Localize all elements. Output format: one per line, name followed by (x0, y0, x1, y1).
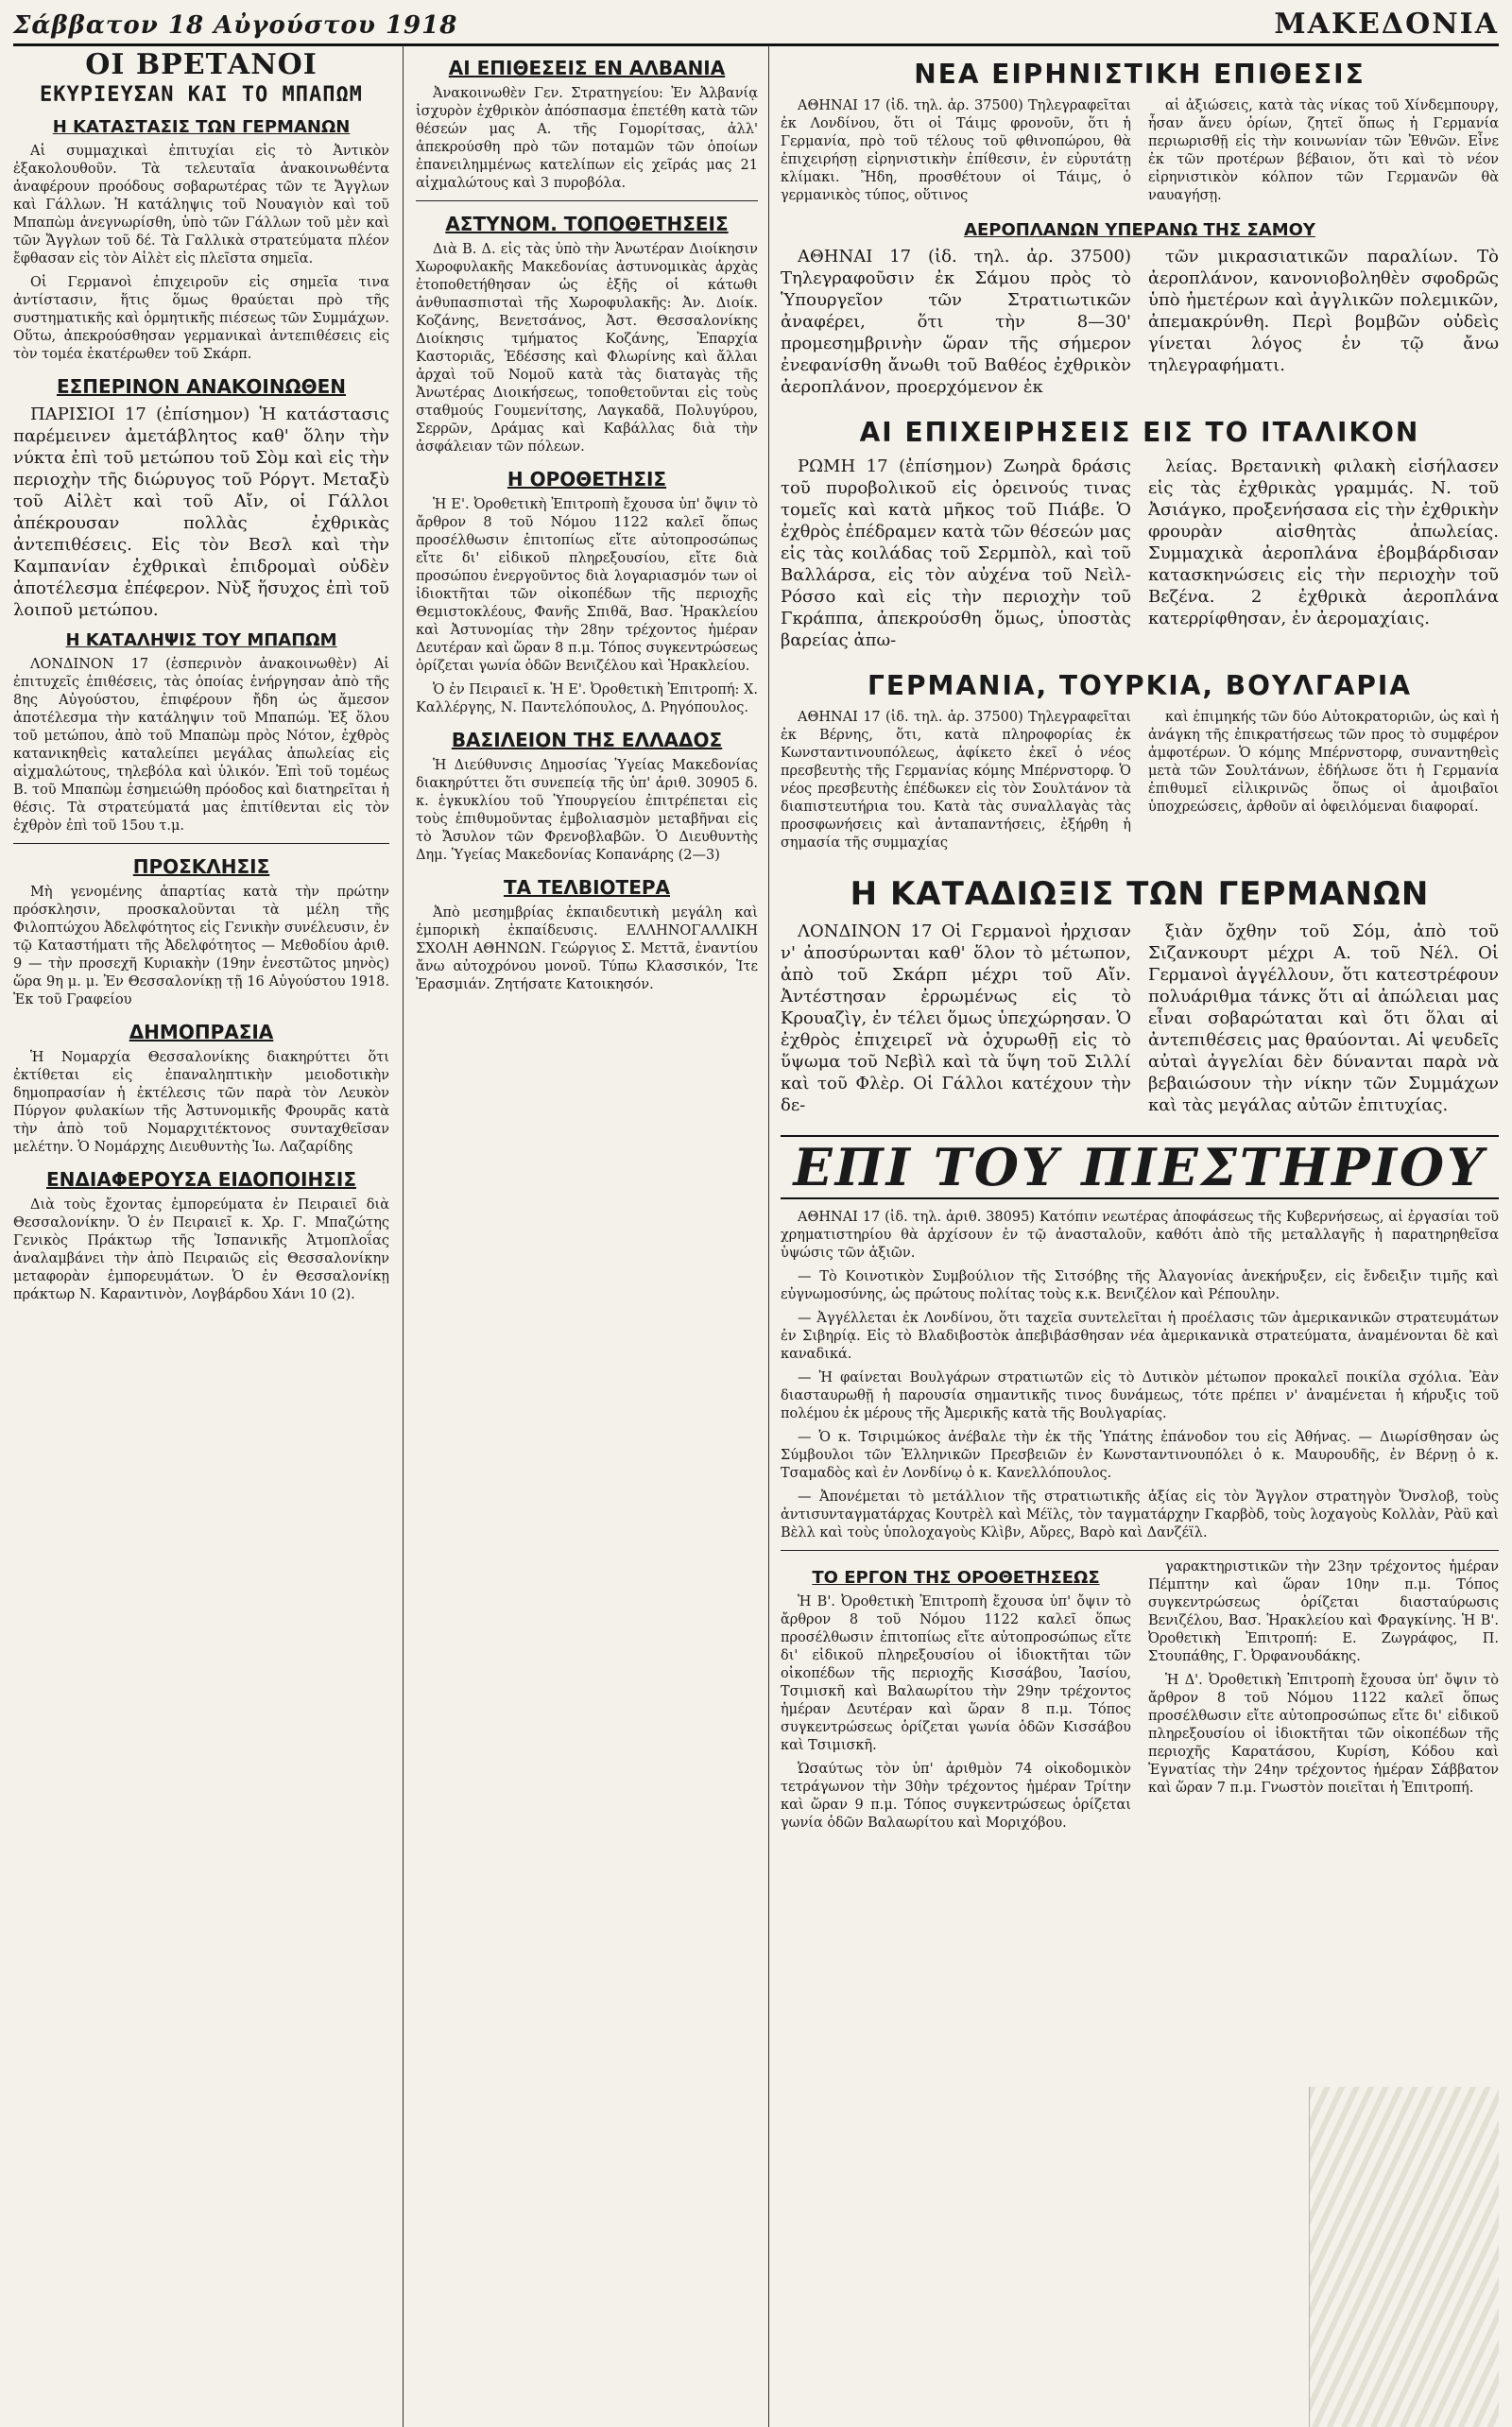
article-paragraph: καὶ ἐπιμηκής τῶν δύο Αὐτοκρατοριῶν, ὡς καὶ ἡ ἀνάγκη τῆς ἐπικρατήσεως τῶν προς τὸ συμφέρον ἀμφοτέρων. Ὁ κόμης Μπέρνστορφ, συναντηθεὶς μετὰ τῶν Σουλτάνων, ἐδήλωσε ὅτι ἡ Γερμανία ἐπιθυμεῖ εἰλικρινῶς ὅπως οἱ ἀμοιβαῖοι ὑποχρεώσεις, ἀρθοῦν αἱ ὀφειλόμεναι διαφοραί. (1148, 710, 1499, 815)
two-column-block (781, 246, 1499, 404)
article-paragraph: τῶν μικρασιατικῶν παραλίων. Τὸ ἀεροπλάνον, κανονιοβοληθὲν σφοδρῶς ὑπὸ ἡμετέρων καὶ ἀγγλικῶν πολεμικῶν, ἀπεμακρύνθη. Περὶ βομβῶν οὐδεὶς γίνεται λόγος ἐν τῷ ἄνω τηλεγραφήματι. (1148, 247, 1499, 375)
article-paragraph: ΑΘΗΝΑΙ 17 (ἰδ. τηλ. ἀρ. 37500) Τηλεγραφεῖται ἐκ Βέρνης, ὅτι, κατὰ πληροφορίας ἐκ Κωνσταντινουπόλεως, ἀφίκετο ἐκεῖ ὁ νέος πρεσβευτὴς τῆς Γερμανίας κόμης Μπέρνστορφ. Ὁ νέος πρεσβευτὴς ἐπέδωκεν εἰς τὸν Σουλτάνον τὰ διαπιστευτήρια του. Κατὰ τὰς συναλλαγὰς τὰς προσφωνήσεις καὶ ἀνταπαντήσεις, ἐξήρθη ἡ σημασία τῆς συμμαχίας (781, 710, 1131, 851)
article-paragraph: Ἡ Ε'. Ὀροθετικὴ Ἐπιτροπὴ ἔχουσα ὑπ' ὄψιν τὸ ἄρθρον 8 τοῦ Νόμου 1122 καλεῖ ὅπως προσέλθωσιν ἐπιτοπίως εἴτε αὐτοπροσώπως εἴτε δι' εἰδικοῦ πληρεξουσίου, εἴτε διὰ προσώπου ἐνεργοῦντος διὰ λογαριασμόν των οἱ ἰδιοκτῆται τῶν οἰκοπέδων τῆς περιοχῆς Θεμιστοκλέους, Φανῆς Σπιθᾶ, Βασ. Ἡρακλείου καὶ Ἀστυνομίας τὴν 28ην τρέχοντος ἡμέραν Δευτέραν καὶ ὥραν 8 π.μ. Τόπος συγκεντρώσεως ὁρίζεται γωνία ὁδῶν Βενιζέλου καὶ Ἡρακλείου. (416, 497, 758, 674)
section-latest: ΤΑ ΤΕΛΒΙΟΤΕΡΑ (504, 876, 670, 899)
columns (13, 45, 1499, 2427)
article-paragraph: ΑΘΗΝΑΙ 17 (ἰδ. τηλ. ἀρ. 37500) Τηλεγραφεῖται ἐκ Λονδίνου, ὅτι οἱ Τάιμς φρονοῦν, ὅτι ἡ Γερμανία, πρὸ τοῦ τέλους τοῦ φθινοπώρου, θὰ ἐπιχειρήσῃ εἰρηνιστικὴν ἐπίθεσιν, ἐν εὐρυτάτῃ κλίμακι. Ἤδη, προσθέτουν οἱ Τάιμς, ὁ γερμανικὸς τύπος, οὕτινος (781, 98, 1131, 203)
two-column-block (781, 709, 1499, 858)
article-paragraph: Οἱ Γερμανοὶ ἐπιχειροῦν εἰς σημεῖα τινα ἀντίστασιν, ἥτις ὅμως θραύεται πρὸ τῆς συστηματικῆς καὶ ὁρμητικῆς πιέσεως τῶν Συμμάχων. Οὕτω, ἀπεκρούσθησαν γερμανικαὶ ἀντεπιθέσεις εἰς τὸν τομέα ἑκατέρωθεν τοῦ Σκάρπ. (13, 275, 389, 362)
column-divider (768, 45, 769, 2427)
notice-paragraph: Ἡ Νομαρχία Θεσσαλονίκης διακηρύττει ὅτι ἐκτίθεται εἰς ἐπαναληπτικὴν μειοδοτικὴν δημοπρασίαν ἡ ἐκτέλεσις τῶν παρὰ τὸν Λευκὸν Πύργον φυλακίων τῆς Ἀστυνομικῆς Φρουρᾶς κατὰ τὴν ἀπὸ τοῦ Νομαρχιτέκτονος συνταχθεῖσαν μελέτην. Ὁ Νομάρχης Διευθυντὴς Ἰω. Λαζαρίδης (13, 1050, 389, 1155)
column-divider (403, 45, 404, 2427)
section-germany-turkey-bulgaria: ΓΕΡΜΑΝΙΑ, ΤΟΥΡΚΙΑ, ΒΟΥΛΓΑΡΙΑ (867, 670, 1412, 701)
article-paragraph: Ἡ Διεύθυνσις Δημοσίας Ὑγείας Μακεδονίας διακηρύττει ὅτι συνεπείᾳ τῆς ὑπ' ἀριθ. 30905 δ. κ. ἐγκυκλίου τοῦ Ὑπουργείου ἐπιτρέπεται εἰς τοὺς ἐπιθυμοῦντας ἐμβολιασμὸν μεταβῆναι εἰς τὸ Ἄσυλον τῶν Φρενοβλαβῶν. Ὁ Διευθυντὴς Δημ. Ὑγείας Μακεδονίας Κοπανάρης (2—3) (416, 758, 758, 863)
article-paragraph: Ἀνακοινωθὲν Γεν. Στρατηγείου: Ἐν Ἀλβανίᾳ ἰσχυρὸν ἐχθρικὸν ἀπόσπασμα ἐπετέθη κατὰ τῶν θέσεών μας Α. τῆς Γομορίτσας, ἀλλ' ἀπεκρούσθη πρὸ τῶν ποταμῶν τῶν ὁποίων ἐπανειλημμένως κατελίπων εἰς χεῖράς μας 21 αἰχμαλώτους καὶ 3 πυροβόλα. (416, 86, 758, 191)
two-column-block (781, 97, 1499, 211)
article-paragraph: ΑΘΗΝΑΙ 17 (ἰδ. τηλ. ἀρ. 37500) Τηλεγραφοῦσιν ἐκ Σάμου πρὸς τὸ Ὑπουργεῖον τῶν Στρατιωτικῶν ἀναφέρει, ὅτι τὴν 8—30' προμεσημβρινὴν ὥραν τῆς σήμερον ἐνεφανίσθη ἄνωθι τοῦ Βαθέος ἐχθρικὸν ἀεροπλάνον, προερχόμενον ἐκ (781, 247, 1131, 397)
headline-british: ΟΙ ΒΡΕΤΑΝΟΙ (85, 48, 318, 81)
two-column-block (781, 1558, 1499, 1838)
two-column-block (781, 456, 1499, 657)
section-peace-offensive: ΝΕΑ ΕΙΡΗΝΙΣΤΙΚΗ ΕΠΙΘΕΣΙΣ (914, 59, 1366, 90)
masthead (13, 8, 1499, 46)
news-item: — Ἀγγέλλεται ἐκ Λονδίνου, ὅτι ταχεῖα συντελεῖται ἡ προέλασις τῶν ἀμερικανικῶν στρατευμάτων ἐν Σιβηρίᾳ. Εἰς τὸ Βλαδιβοστὸκ ἀπεβιβάσθησαν νέα ἀμερικανικὰ στρατεύματα, ἀναμένονται δὲ καὶ καναδικά. (781, 1311, 1499, 1362)
section-evening-communique: ΕΣΠΕΡΙΝΟΝ ΑΝΑΚΟΙΝΩΘΕΝ (56, 375, 347, 398)
article-paragraph: Αἱ συμμαχικαὶ ἐπιτυχίαι εἰς τὸ Ἀντικὸν ἐξακολουθοῦν. Τὰ τελευταῖα ἀνακοινωθέντα ἀναφέρουν προόδους σοβαρωτέρας τῶν τε Ἄγγλων καὶ Γάλλων. Ἡ κατάληψις τοῦ Νουαγιὸν καὶ τοῦ Μπαπὼμ ἀνεγνωρίσθη, ὑπὸ τῶν Γάλλων τοῦ μὲν καὶ τῶν Ἄγγλων τοῦ δέ. Τὰ Γαλλικὰ στρατεύματα πλέον ἔφθασαν εἰς τὸν Αἰλὲτ εἰς πλεῖστα σημεῖα. (13, 144, 389, 267)
article-paragraph: ΛΟΝΔΙΝΟΝ 17 Οἱ Γερμανοὶ ἠρχισαν ν' ἀποσύρωνται καθ' ὅλον τὸ μέτωπον, ἀπὸ τοῦ Σκάρπ μέχρι τοῦ Αἴν. Ἀντέστησαν ἐρρωμένως εἰς τὸ Κρουαζὶγ, ἐν τέλει ὅμως ὑπεχώρησαν. Ὁ ἐχθρὸς ἐπιχειρεῖ νὰ ὀχυρωθῇ εἰς τὸ ὕψωμα τοῦ Νεβὶλ καὶ τὰ ὕψη τοῦ Σιλλί καὶ τοῦ Φλὲρ. Οἱ Γάλλοι κατέχουν τὴν δε- (781, 921, 1131, 1115)
torn-paper-stamp (1309, 2087, 1499, 2427)
section-police-postings: ΑΣΤΥΝΟΜ. ΤΟΠΟΘΕΤΗΣΕΙΣ (445, 213, 729, 235)
section-demarcation-work: ΤΟ ΕΡΓΟΝ ΤΗΣ ΟΡΟΘΕΤΗΣΕΩΣ (812, 1568, 1100, 1588)
section-on-the-press: ΕΠΙ ΤΟΥ ΠΙΕΣΤΗΡΙΟΥ (781, 1135, 1499, 1199)
article-paragraph: ΠΑΡΙΣΙΟΙ 17 (ἐπίσημον) Ἡ κατάστασις παρέμεινεν ἀμετάβλητος καθ' ὅλην τὴν νύκτα ἐπὶ τοῦ μετώπου τοῦ Σὸμ καὶ εἰς τὴν περιοχὴν τῆς διώρυγος τοῦ Ρόργτ. Μεταξὺ τοῦ Αἰλὲτ καὶ τοῦ Αἴν, οἱ Γάλλοι ἀπέκρουσαν πολλὰς ἐχθρικὰς ἀντεπιθέσεις. Εἰς τὸν Βεσλ καὶ τὴν Καμπανίαν ἐχθρικαὶ ἐπιδρομαὶ οὐδὲν ἀποτέλεσμα ἐπέφερον. Νὺξ ἥσυχος ἐπὶ τοῦ λοιποῦ μετώπου. (13, 404, 389, 620)
section-pursuit-germans: Η ΚΑΤΑΔΙΩΞΙΣ ΤΩΝ ΓΕΡΜΑΝΩΝ (850, 875, 1430, 913)
article-paragraph: ΡΩΜΗ 17 (ἐπίσημον) Ζωηρὰ δράσις τοῦ πυροβολικοῦ εἰς ὀρεινούς τινας τομεῖς καὶ κατὰ μῆκος τοῦ Πιάβε. Ὁ ἐχθρὸς ἐπέδραμεν κατὰ τῶν θέσεών μας εἰς τὰς κοιλάδας τοῦ Σερμπὸλ, καὶ τοῦ Βαλλάρσα, εἰς τὸν αὐχένα τοῦ Νεὶλ-Ρόσσο καὶ εἰς τὴν περιοχὴν τοῦ Γκράππα, ἀπεκρούσθη ὅμως, ὑποστὰς βαρείας ἀπω- (781, 456, 1131, 650)
article-paragraph: λείας. Βρετανικὴ φιλακὴ εἰσήλασεν εἰς τὰς ἐχθρικὰς γραμμάς. Ν. τοῦ Ἀσιάγκο, προξενήσασα εἰς τὴν ἐχθρικὴν φρουρὰν αἰσθητὰς ἀπωλείας. Συμμαχικὰ ἀεροπλάνα ἐβομβάρδισαν κατασκηνώσεις εἰς τὴν περιοχὴν τοῦ Βεζένα. 2 ἐχθρικὰ ἀεροπλάνα κατερρίφθησαν, ἐν ἀερομαχίαις. (1148, 456, 1499, 628)
column-right (781, 45, 1499, 2427)
newspaper-title: ΜΑΚΕΔΟΝΙΑ (1274, 8, 1499, 41)
notice-paragraph: Ἡ Β'. Ὀροθετικὴ Ἐπιτροπὴ ἔχουσα ὑπ' ὄψιν τὸ ἄρθρον 8 τοῦ Νόμου 1122 καλεῖ ὅπως προσέλθωσιν ἐπιτοπίως εἴτε αὐτοπροσώπως εἴτε δι' εἰδικοῦ πληρεξουσίου οἱ ἰδιοκτῆται τῶν οἰκοπέδων τῆς περιοχῆς Κισσάβου, Ἰασίου, Τσιμισκῆ καὶ Βαλαωρίτου τὴν 29ην τρέχοντος ἡμέραν Δευτέραν καὶ ὥραν 8 π.μ. Τόπος συγκεντρώσεως ὁρίζεται γωνία ὁδῶν Κισσάβου καὶ Τσιμισκῆ. (781, 1594, 1131, 1753)
section-italian-front: ΑΙ ΕΠΙΧΕΙΡΗΣΕΙΣ ΕΙΣ ΤΟ ΙΤΑΛΙΚΟΝ (859, 417, 1420, 448)
article-paragraph: Ἀπὸ μεσημβρίας ἐκπαιδευτικὴ μεγάλη καὶ ἐμπορικὴ ἐκπαίδευσις. ΕΛΛΗΝΟΓΑΛΛΙΚΗ ΣΧΟΛΗ ΑΘΗΝΩΝ. Γεώργιος Σ. Μεττᾶ, ἐναντίου ἄνω αὐτοχρόνου μονοῦ. Τύπω Κλασσικόν, Ἱτε Ἐρασμιάν. Ζητήσατε Κατοικησόν. (416, 905, 758, 992)
divider (781, 1550, 1499, 1551)
article-paragraph: ξιὰν ὄχθην τοῦ Σόμ, ἀπὸ τοῦ Σιζανκουρτ μέχρι Α. τοῦ Νέλ. Οἱ Γερμανοὶ ἀγγέλλουν, ὅτι κατεστρέφουν πολυάριθμα τάνκς ὅτι αἱ ἀπώλειαι μας εἶναι σοβαρώταται καὶ ὅτι ὅλαι αἱ ἀντεπιθέσεις μας θραύονται. Αἱ ψευδεῖς αὐταὶ ἀγγελίαι δὲν δύνανται παρὰ νὰ βεβαιώσουν τὴν νίκην τῶν Συμμάχων καὶ τὰς μεγάλας αὐτῶν ἐπιτυχίας. (1148, 921, 1499, 1115)
article-paragraph: Ὁ ἐν Πειραιεῖ κ. Ἡ Ε'. Ὀροθετικὴ Ἐπιτροπή: Χ. Καλλέργης, Ν. Παντελόπουλος, Δ. Ρηγόπουλος. (416, 682, 758, 715)
column-middle (416, 45, 758, 2427)
section-samos-aircraft: ΑΕΡΟΠΛΑΝΩΝ ΥΠΕΡΑΝΩ ΤΗΣ ΣΑΜΟΥ (964, 220, 1315, 240)
news-item: — Τὸ Κοινοτικὸν Συμβούλιον τῆς Σιτσόβης τῆς Ἀλαγονίας ἀνεκήρυξεν, εἰς ἔνδειξιν τιμῆς καὶ εὐγνωμοσύνης, ὡς πρώτους πολίτας τοὺς κ.κ. Βενιζέλον καὶ Ρέπουλην. (781, 1269, 1499, 1302)
section-capture-bapaume: Η ΚΑΤΑΛΗΨΙΣ ΤΟΥ ΜΠΑΠΩΜ (65, 630, 337, 650)
issue-date: Σάββατον 18 Αὐγούστου 1918 (13, 11, 458, 40)
article-paragraph: ΛΟΝΔΙΝΟΝ 17 (ἑσπερινὸν ἀνακοινωθὲν) Αἱ ἐπιτυχεῖς ἐπιθέσεις, τὰς ὁποίας ἐνήργησαν ἀπὸ τῆς 8ης Αὐγούστου, ἐπιφέρουν ἤδη ὡς ἄμεσον ἀποτέλεσμα τὴν κατάληψιν τοῦ Μπαπώμ. Ἐξ ὅλου τοῦ μετώπου, ἀπὸ τοῦ Μπαπὼμ πρὸς Νότον, ἐχθρὸς κατανικηθεὶς καταλείπει μεγάλας ἀπωλείας εἰς αἰχμαλώτους, τηλεβόλα καὶ ὑλικόν. Ἐπὶ τοῦ τομέως Β. τοῦ Μπαπὼμ ἐσημειώθη πρόοδος καὶ διατηρεῖται ἡ θέσις. Τὰ στρατεύματά μας ἐπιτίθενται εἰς τὸν ἐχθρὸν ἐπὶ τοῦ 15ου τ.μ. (13, 657, 389, 834)
notice-paragraph: Διὰ τοὺς ἔχοντας ἐμπορεύματα ἐν Πειραιεῖ διὰ Θεσσαλονίκην. Ὁ ἐν Πειραιεῖ κ. Χρ. Γ. Μπαζώτης Γενικὸς Πράκτωρ τῆς Ἰσπανικῆς Ἀτμοπλοΐας ἀναλαμβάνει τὴν ἀπὸ Πειραιῶς εἰς Θεσσαλονίκην μεταφορὰν ἐμπορευμάτων. Ὁ ἐν Θεσσαλονίκῃ πράκτωρ Ν. Καραντινὸν, Λογβάρδου Χάνι 10 (2). (13, 1197, 389, 1302)
section-invitation: ΠΡΟΣΚΛΗΣΙΣ (132, 855, 270, 878)
news-item: ΑΘΗΝΑΙ 17 (ἰδ. τηλ. ἀριθ. 38095) Κατόπιν νεωτέρας ἀποφάσεως τῆς Κυβερνήσεως, αἱ ἐργασίαι τοῦ χρηματιστηρίου θὰ ἀρχίσουν ἐν τῷ ἀνασταλοῦν, καθότι ἀπὸ τῆς μεταλλαγῆς ἡ παρατηρηθεῖσα ὑψώσις τῶν ἀξιῶν. (781, 1210, 1499, 1261)
notice-paragraph: Ὡσαύτως τὸν ὑπ' ἀριθμὸν 74 οἰκοδομικὸν τετράγωνον τὴν 30ὴν τρέχοντος ἡμέραν Τρίτην καὶ ὥραν 9 π.μ. Τόπος συγκεντρώσεως ὁρίζεται γωνία ὁδῶν Βαλαωρίτου καὶ Μοριχόβου. (781, 1762, 1131, 1831)
notice-paragraph: γαρακτηριστικῶν τὴν 23ην τρέχοντος ἡμέραν Πέμπτην καὶ ὥραν 10ην π.μ. Τόπος συγκεντρώσεως ὁρίζεται διασταύρωσις Βενιζέλου, Βασ. Ἡρακλείου καὶ Φραγκίνης. Ἡ Β'. Ὀροθετικὴ Ἐπιτροπή: Ε. Ζωγράφος, Π. Στουπάθης, Γ. Ὀρφανουδάκης. (1148, 1559, 1499, 1664)
two-column-block (781, 921, 1499, 1122)
divider (416, 200, 758, 201)
news-item: — Ὁ κ. Τσιριμώκος ἀνέβαλε τὴν ἐκ τῆς Ὑπάτης ἐπάνοδον του εἰς Ἀθήνας. — Διωρίσθησαν ὡς Σύμβουλοι τῶν Ἑλληνικῶν Πρεσβειῶν ἐν Κωνσταντινουπόλει ὁ κ. Μαυρουδῆς, ἐν Βέρνῃ ὁ κ. Τσαμαδὸς καὶ ἐν Λονδίνῳ ὁ κ. Κανελλόπουλος. (781, 1430, 1499, 1481)
headline-bapaume: ΕΚΥΡΙΕΥΣΑΝ ΚΑΙ ΤΟ ΜΠΑΠΩΜ (40, 83, 363, 107)
divider (13, 843, 389, 844)
notice-paragraph: Ἡ Δ'. Ὀροθετικὴ Ἐπιτροπὴ ἔχουσα ὑπ' ὄψιν τὸ ἄρθρον 8 τοῦ Νόμου 1122 καλεῖ ὅπως προσέλθωσιν εἴτε αὐτοπροσώπως εἴτε δι' εἰδικοῦ πληρεξουσίου οἱ ἰδιοκτῆται τῶν οἰκοπέδων τῆς περιοχῆς Καρατάσου, Κυρίση, Κόδου καὶ Ἐγνατίας τὴν 24ην τρέχοντος ἡμέραν Σάββατον καὶ ὥραν 7 π.μ. Γνωστὸν ποιεῖται ἡ Ἐπιτροπή. (1148, 1673, 1499, 1796)
news-item: — Ἀπονέμεται τὸ μετάλλιον τῆς στρατιωτικῆς ἀξίας εἰς τὸν Ἄγγλον στρατηγὸν Ὄνσλοβ, τοὺς ἀντισυνταγματάρχας Κουτρὲλ καὶ Μέϊλς, τὸν ταγματάρχην Γκαρβὸδ, τοὺς λοχαγοὺς Κολλὰν, Ρὰϋ καὶ Βὲλλ καὶ τοὺς ὑπολοχαγοὺς Κλὶβν, Αὔρες, Βαρὸ καὶ Δανζέϊλ. (781, 1489, 1499, 1541)
section-auction: ΔΗΜΟΠΡΑΣΙΑ (129, 1021, 274, 1043)
notice-paragraph: Μὴ γενομένης ἀπαρτίας κατὰ τὴν πρώτην πρόσκλησιν, προσκαλοῦνται τὰ μέλη τῆς Φιλοπτώχου Ἀδελφότητος εἰς Γενικὴν συνέλευσιν, ἐν τῷ Καταστήματι τῆς Ἀδελφότητος — Μεθοδίου ἀριθ. 9 — τὴν προσεχῆ Κυριακὴν (19ην ἐνεστῶτος μηνὸς) ὥρα 9η μ. μ. Ἐν Θεσσαλονίκῃ τῇ 16 Αὐγούστου 1918. Ἐκ τοῦ Γραφείου (13, 885, 389, 1007)
article-paragraph: αἱ ἀξιώσεις, κατὰ τὰς νίκας τοῦ Χίνδεμπουργ, ἦσαν ἄνευ ὁρίων, ζητεῖ ὅπως ἡ Γερμανία περιωρισθῇ εἰς τὴν κοινωνίαν τῶν Ἐθνῶν. Εἶνε ἐκ τῶν προτέρων βέβαιον, ὅτι καὶ τὸ νέον εἰρηνιστικὸν κόλπον τῶν Γερμανῶν θὰ ναυαγήσῃ. (1148, 98, 1499, 203)
article-paragraph: Διὰ Β. Δ. εἰς τὰς ὑπὸ τὴν Ἀνωτέραν Διοίκησιν Χωροφυλακῆς Μακεδονίας ἀστυνομικὰς ἀρχὰς ἐτοποθετήθησαν ὡς ἑξῆς οἱ κάτωθι ἀνθυπασπισταὶ τῆς Χωροφυλακῆς: Ἀν. Διοίκ. Κοζάνης, Βενετσάνος, Ἀστ. Θεσσαλονίκης Διοίκησις τμήματος Κοζάνης, Ἐπαρχία Καστοριᾶς, Ἐδέσσης καὶ Φλωρίνης καὶ ἄλλαι ἀρχαὶ τοῦ Νομοῦ κατὰ τὰς διαταγὰς τῆς Ἀνωτέρας Διοικήσεως, τοποθετοῦνται εἰς τοὺς σταθμούς Γουμενίτσης, Λαγκαδᾶ, Πολυγύρου, Σερρῶν, Δράμας καὶ Καβάλλας διὰ τὴν ἀσφάλειαν τῶν πόλεων. (416, 242, 758, 455)
section-notice: ΕΝΔΙΑΦΕΡΟΥΣΑ ΕΙΔΟΠΟΙΗΣΙΣ (46, 1168, 356, 1191)
news-item: — Ἡ φαίνεται Βουλγάρων στρατιωτῶν εἰς τὸ Δυτικὸν μέτωπον προκαλεῖ ποικίλα σχόλια. Ἐὰν διασταυρωθῇ ἡ παρουσία σημαντικῆς τινος δυνάμεως, τότε πρέπει ν' ἀναμένεται ἡ κήρυξις τοῦ πολέμου ἐκ μέρους τῆς Ἀμερικῆς κατὰ τῆς Βουλγαρίας. (781, 1370, 1499, 1421)
section-demarcation: Η ΟΡΟΘΕΤΗΣΙΣ (507, 468, 667, 491)
subhead-german-situation: Η ΚΑΤΑΣΤΑΣΙΣ ΤΩΝ ΓΕΡΜΑΝΩΝ (52, 117, 351, 137)
section-kingdom-greece: ΒΑΣΙΛΕΙΟΝ ΤΗΣ ΕΛΛΑΔΟΣ (451, 729, 723, 751)
column-left (13, 45, 389, 2427)
section-albania: ΑΙ ΕΠΙΘΕΣΕΙΣ ΕΝ ΑΛΒΑΝΙΑ (448, 57, 726, 79)
